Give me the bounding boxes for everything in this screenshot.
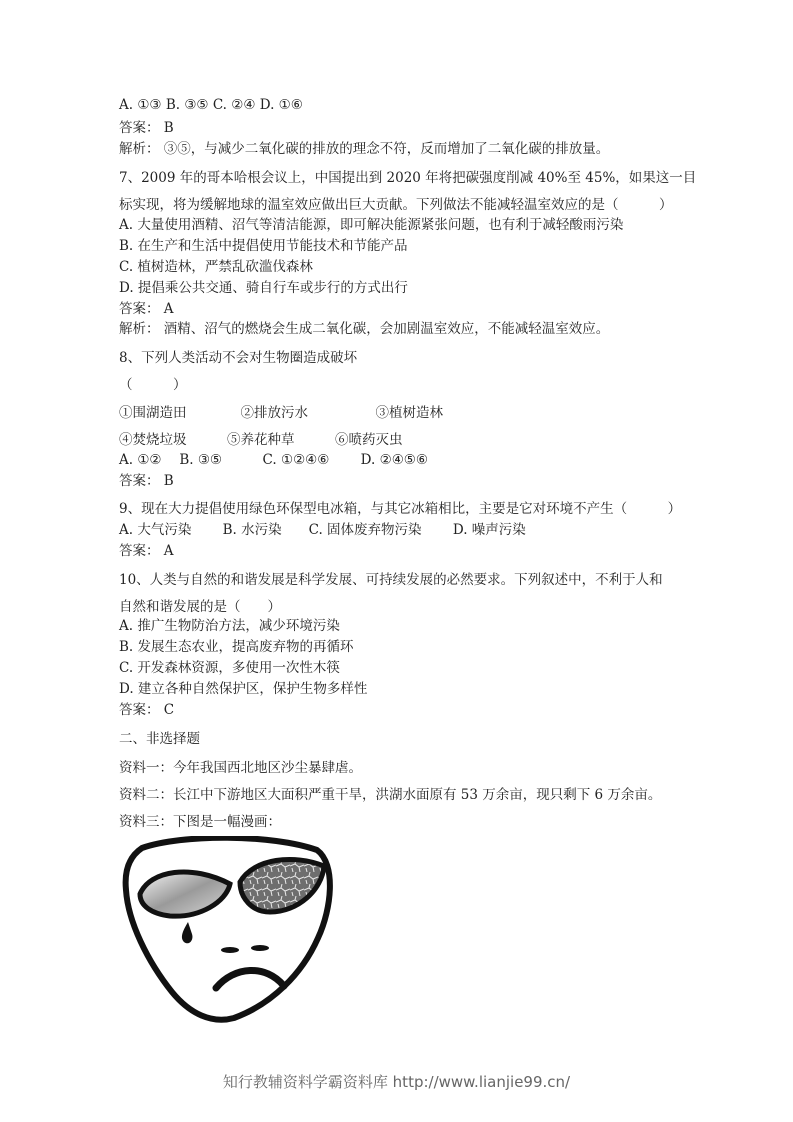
q10-option-d: D. 建立各种自然保护区，保护生物多样性 — [119, 681, 368, 697]
q10-option-a: A. 推广生物防治方法，减少环境污染 — [119, 618, 340, 634]
q8-items-line-2: ④焚烧垃圾 ⑤养花种草 ⑥喷药灭虫 — [119, 432, 403, 448]
q8-options: A. ①② B. ③⑤ C. ①②④⑥ D. ②④⑤⑥ — [119, 452, 429, 468]
cartoon-crying-face — [122, 836, 334, 1024]
q6-analysis: 解析： ③⑤，与减少二氧化碳的排放的理念不符，反而增加了二氧化碳的排放量。 — [119, 141, 610, 157]
q8-items-line-1: ①围湖造田 ②排放污水 ③植树造林 — [119, 405, 443, 421]
q7-option-c: C. 植树造林，严禁乱砍滥伐森林 — [119, 259, 313, 275]
q9-answer: 答案： A — [119, 543, 174, 559]
right-nostril — [251, 945, 269, 951]
q10-stem-line-2: 自然和谐发展的是（ ） — [119, 599, 281, 615]
left-nostril — [221, 947, 239, 953]
q10-answer: 答案： C — [119, 702, 175, 718]
q10-stem-line-1: 10、人类与自然的和谐发展是科学发展、可持续发展的必然要求。下列叙述中，不利于人和 — [119, 572, 663, 588]
q6-answer: 答案： B — [119, 120, 174, 136]
q7-option-d: D. 提倡乘公共交通、骑自行车或步行的方式出行 — [119, 280, 408, 296]
q10-option-b: B. 发展生态农业，提高废弃物的再循环 — [119, 639, 354, 655]
q8-blank: （ ） — [119, 377, 187, 393]
q9-stem: 9、现在大力提倡使用绿色环保型电冰箱，与其它冰箱相比，主要是它对环境不产生（ ） — [119, 501, 682, 517]
q9-options: A. 大气污染 B. 水污染 C. 固体废弃物污染 D. 噪声污染 — [119, 522, 526, 538]
material-1: 资料一：今年我国西北地区沙尘暴肆虐。 — [119, 760, 362, 776]
material-3: 资料三：下图是一幅漫画： — [119, 814, 281, 830]
q6-options: A. ①③ B. ③⑤ C. ②④ D. ①⑥ — [119, 97, 303, 113]
q8-stem: 8、下列人类活动不会对生物圈造成破坏 — [119, 350, 358, 366]
watermark-footer: 知行教辅资料学霸资料库 http://www.lianjie99.cn/ — [222, 1073, 571, 1091]
q8-answer: 答案： B — [119, 473, 174, 489]
q7-analysis: 解析： 酒精、沼气的燃烧会生成二氧化碳，会加剧温室效应，不能减轻温室效应。 — [119, 321, 610, 337]
q10-option-c: C. 开发森林资源，多使用一次性木筷 — [119, 660, 340, 676]
material-2: 资料二：长江中下游地区大面积严重干旱，洪湖水面原有 53 万余亩，现只剩下 6 万余亩。 — [119, 787, 662, 803]
q7-answer: 答案： A — [119, 301, 174, 317]
q7-option-b: B. 在生产和生活中提倡使用节能技术和节能产品 — [119, 238, 408, 254]
q7-option-a: A. 大量使用酒精、沼气等清洁能源，即可解决能源紧张问题，也有利于减轻酸雨污染 — [119, 217, 624, 233]
q7-stem-line-1: 7、2009 年的哥本哈根会议上，中国提出到 2020 年将把碳强度削减 40%至 45%，如果这一目 — [119, 170, 697, 186]
section-heading: 二、非选择题 — [119, 731, 200, 747]
q7-stem-line-2: 标实现，将为缓解地球的温室效应做出巨大贡献。下列做法不能减轻温室效应的是（ ） — [119, 197, 673, 213]
